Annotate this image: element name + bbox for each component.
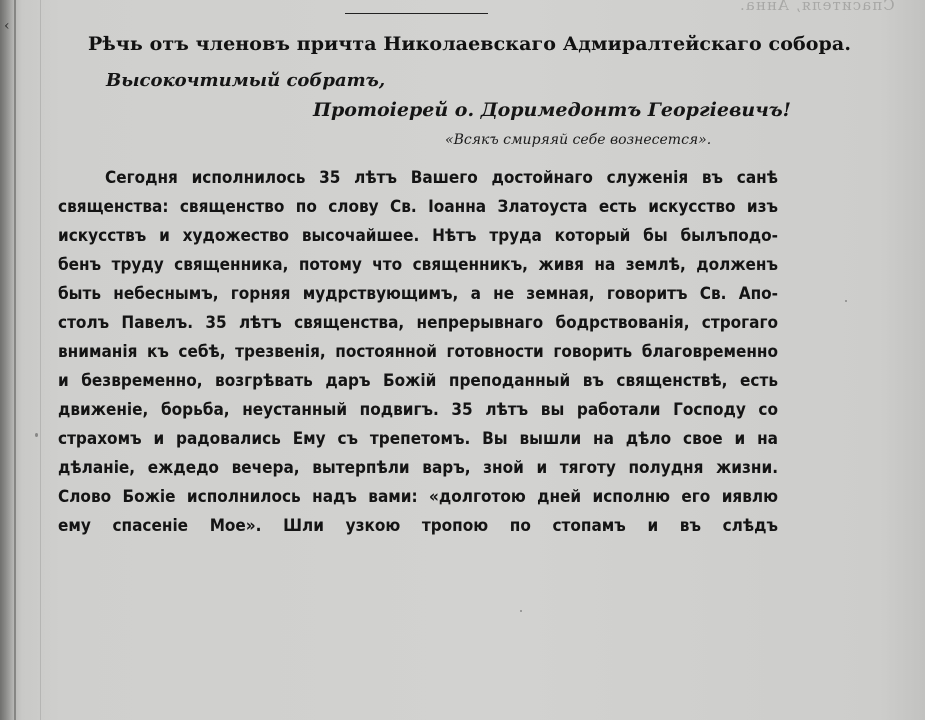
paper-speck xyxy=(845,300,847,302)
paper-speck xyxy=(35,433,38,437)
body-line: искусствъ и художество высочайшее. Нѣтъ труда который бы былъподо- xyxy=(58,226,778,246)
body-line: Слово Божiе исполнилось надъ вами: «долготою дней исполню его иявлю xyxy=(58,487,778,507)
body-line: вниманiя къ себѣ, трезвенiя, постоянной готовности говорить благовременно xyxy=(58,342,778,362)
body-line: столъ Павелъ. 35 лѣтъ священства, непрерывнаго бодрствованiя, строгаго xyxy=(58,313,778,333)
body-line: быть небеснымъ, горняя мудрствующимъ, а не земная, говоритъ Св. Апо- xyxy=(58,284,778,304)
gutter-mark: ‹ xyxy=(4,18,10,34)
bleed-through-text: Спасителя, Анна. xyxy=(739,0,895,14)
body-line: страхомъ и радовались Ему съ трепетомъ. Вы вышли на дѣло свое и на xyxy=(58,429,778,449)
addressee: Протоiерей о. Доримедонтъ Георгiевичъ! xyxy=(313,99,791,121)
body-line: Сегодня исполнилось 35 лѣтъ Вашего достойнаго служенiя въ санѣ xyxy=(105,168,778,188)
body-line: движенiе, борьба, неустанный подвигъ. 35 лѣтъ вы работали Господу со xyxy=(58,400,778,420)
speech-heading: Рѣчь отъ членовъ причта Николаевскаго Адмиралтейскаго собора. xyxy=(88,33,852,55)
paper-speck xyxy=(520,610,522,612)
body-line: и безвременно, возгрѣвать даръ Божiй преподанный въ священствѣ, есть xyxy=(58,371,778,391)
section-rule xyxy=(345,13,488,14)
body-line: священства: священство по слову Св. Iоанна Златоуста есть искусство изъ xyxy=(58,197,778,217)
body-line: ему спасенiе Мое». Шли узкою тропою по стопамъ и въ слѣдъ xyxy=(58,516,778,536)
page-gutter-shadow xyxy=(14,0,16,720)
epigraph: «Всякъ смиряяй себе вознесется». xyxy=(445,132,712,148)
body-line: бенъ труду священника, потому что священникъ, живя на землѣ, долженъ xyxy=(58,255,778,275)
body-line: дѣланiе, еждедо вечера, вытерпѣли варъ, зной и тяготу полудня жизни. xyxy=(58,458,778,478)
page-gutter-edge xyxy=(40,0,41,720)
salutation: Высокочтимый собратъ, xyxy=(106,70,386,91)
speech-body xyxy=(58,164,778,541)
